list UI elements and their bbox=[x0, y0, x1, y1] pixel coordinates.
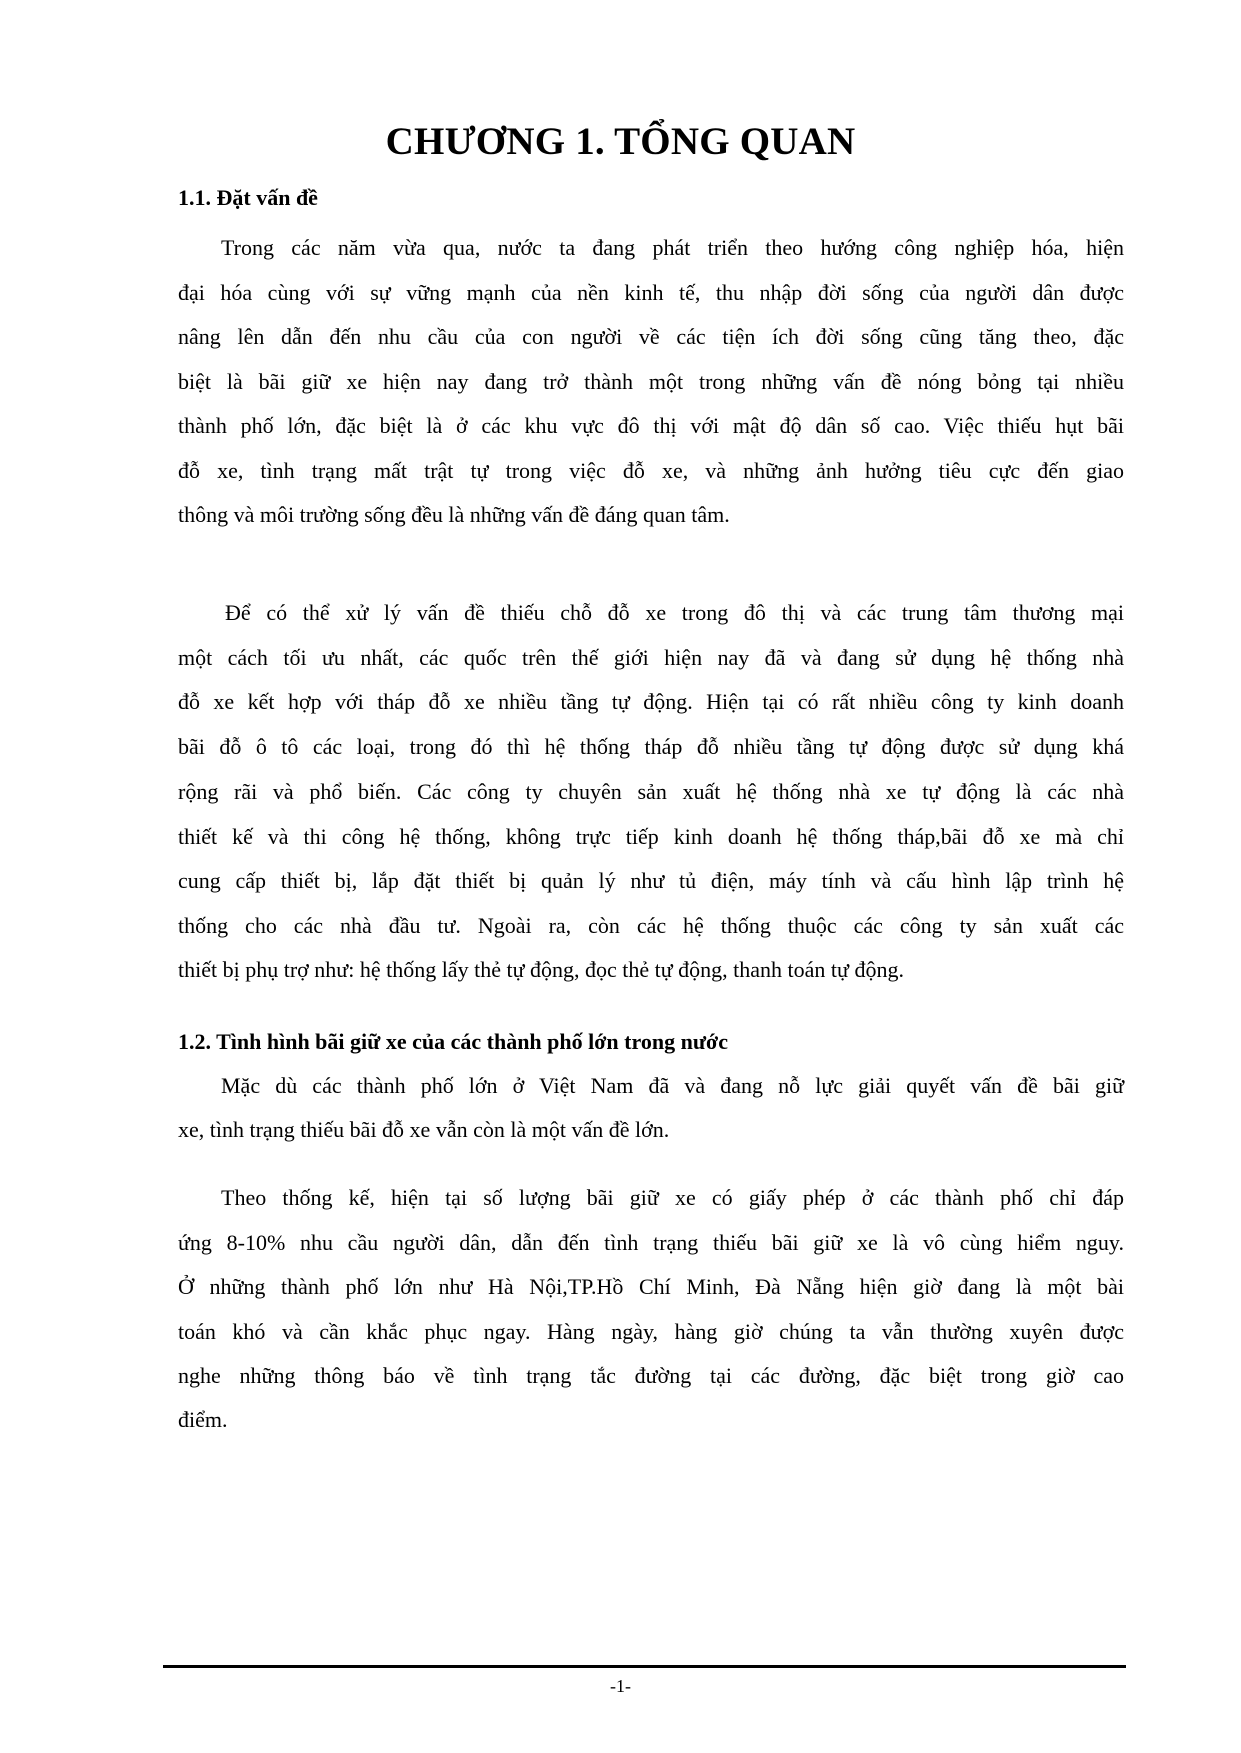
text-line: nghe những thông báo về tình trạng tắc đường tại các đường, đặc biệt trong giờ cao bbox=[178, 1363, 1124, 1388]
text-line: đỗ xe, tình trạng mất trật tự trong việc đỗ xe, và những ảnh hưởng tiêu cực đến giao bbox=[178, 458, 1124, 483]
chapter-title: CHƯƠNG 1. TỔNG QUAN bbox=[385, 120, 856, 163]
text-line: một cách tối ưu nhất, các quốc trên thế giới hiện nay đã và đang sử dụng hệ thống nhà bbox=[178, 645, 1124, 670]
section-heading-1-1: 1.1. Đặt vấn đề bbox=[178, 185, 318, 210]
text-line: ứng 8-10% nhu cầu người dân, dẫn đến tình trạng thiếu bãi giữ xe là vô cùng hiểm nguy. bbox=[178, 1230, 1124, 1255]
text-line: Trong các năm vừa qua, nước ta đang phát triển theo hướng công nghiệp hóa, hiện bbox=[221, 235, 1124, 260]
text-line: Mặc dù các thành phố lớn ở Việt Nam đã và đang nỗ lực giải quyết vấn đề bãi giữ bbox=[221, 1073, 1124, 1098]
text-line: đại hóa cùng với sự vững mạnh của nền kinh tế, thu nhập đời sống của người dân được bbox=[178, 280, 1124, 305]
text-line: bãi đỗ ô tô các loại, trong đó thì hệ thống tháp đỗ nhiều tầng tự động được sử dụng khá bbox=[178, 734, 1124, 759]
text-line: thống cho các nhà đầu tư. Ngoài ra, còn các hệ thống thuộc các công ty sản xuất các bbox=[178, 913, 1124, 938]
text-line: thành phố lớn, đặc biệt là ở các khu vực đô thị với mật độ dân số cao. Việc thiếu hụt bãi bbox=[178, 413, 1124, 438]
text-line: thông và môi trường sống đều là những vấn đề đáng quan tâm. bbox=[178, 502, 730, 527]
text-line: rộng rãi và phổ biến. Các công ty chuyên sản xuất hệ thống nhà xe tự động là các nhà bbox=[178, 779, 1124, 804]
text-line: cung cấp thiết bị, lắp đặt thiết bị quản lý như tủ điện, máy tính và cấu hình lập trình hệ bbox=[178, 868, 1124, 893]
text-line: biệt là bãi giữ xe hiện nay đang trở thành một trong những vấn đề nóng bỏng tại nhiều bbox=[178, 369, 1124, 394]
text-line: toán khó và cần khắc phục ngay. Hàng ngày, hàng giờ chúng ta vẫn thường xuyên được bbox=[178, 1319, 1124, 1344]
footer-divider bbox=[163, 1665, 1126, 1668]
section-heading-1-2: 1.2. Tình hình bãi giữ xe của các thành phố lớn trong nước bbox=[178, 1029, 728, 1054]
text-line: xe, tình trạng thiếu bãi đỗ xe vẫn còn là một vấn đề lớn. bbox=[178, 1117, 670, 1142]
text-line: nâng lên dẫn đến nhu cầu của con người về các tiện ích đời sống cũng tăng theo, đặc bbox=[178, 324, 1124, 349]
text-line: thiết bị phụ trợ như: hệ thống lấy thẻ tự động, đọc thẻ tự động, thanh toán tự động. bbox=[178, 957, 904, 982]
text-line: đỗ xe kết hợp với tháp đỗ xe nhiều tầng tự động. Hiện tại có rất nhiều công ty kinh doanh bbox=[178, 689, 1124, 714]
text-line: Để có thể xử lý vấn đề thiếu chỗ đỗ xe trong đô thị và các trung tâm thương mại bbox=[225, 600, 1124, 625]
text-line: Ở những thành phố lớn như Hà Nội,TP.Hồ Chí Minh, Đà Nẵng hiện giờ đang là một bài bbox=[178, 1274, 1124, 1299]
page-number: -1- bbox=[610, 1676, 631, 1696]
text-line: điểm. bbox=[178, 1407, 228, 1432]
text-line: thiết kế và thi công hệ thống, không trực tiếp kinh doanh hệ thống tháp,bãi đỗ xe mà chỉ bbox=[178, 824, 1124, 849]
text-line: Theo thống kế, hiện tại số lượng bãi giữ xe có giấy phép ở các thành phố chỉ đáp bbox=[221, 1185, 1124, 1210]
